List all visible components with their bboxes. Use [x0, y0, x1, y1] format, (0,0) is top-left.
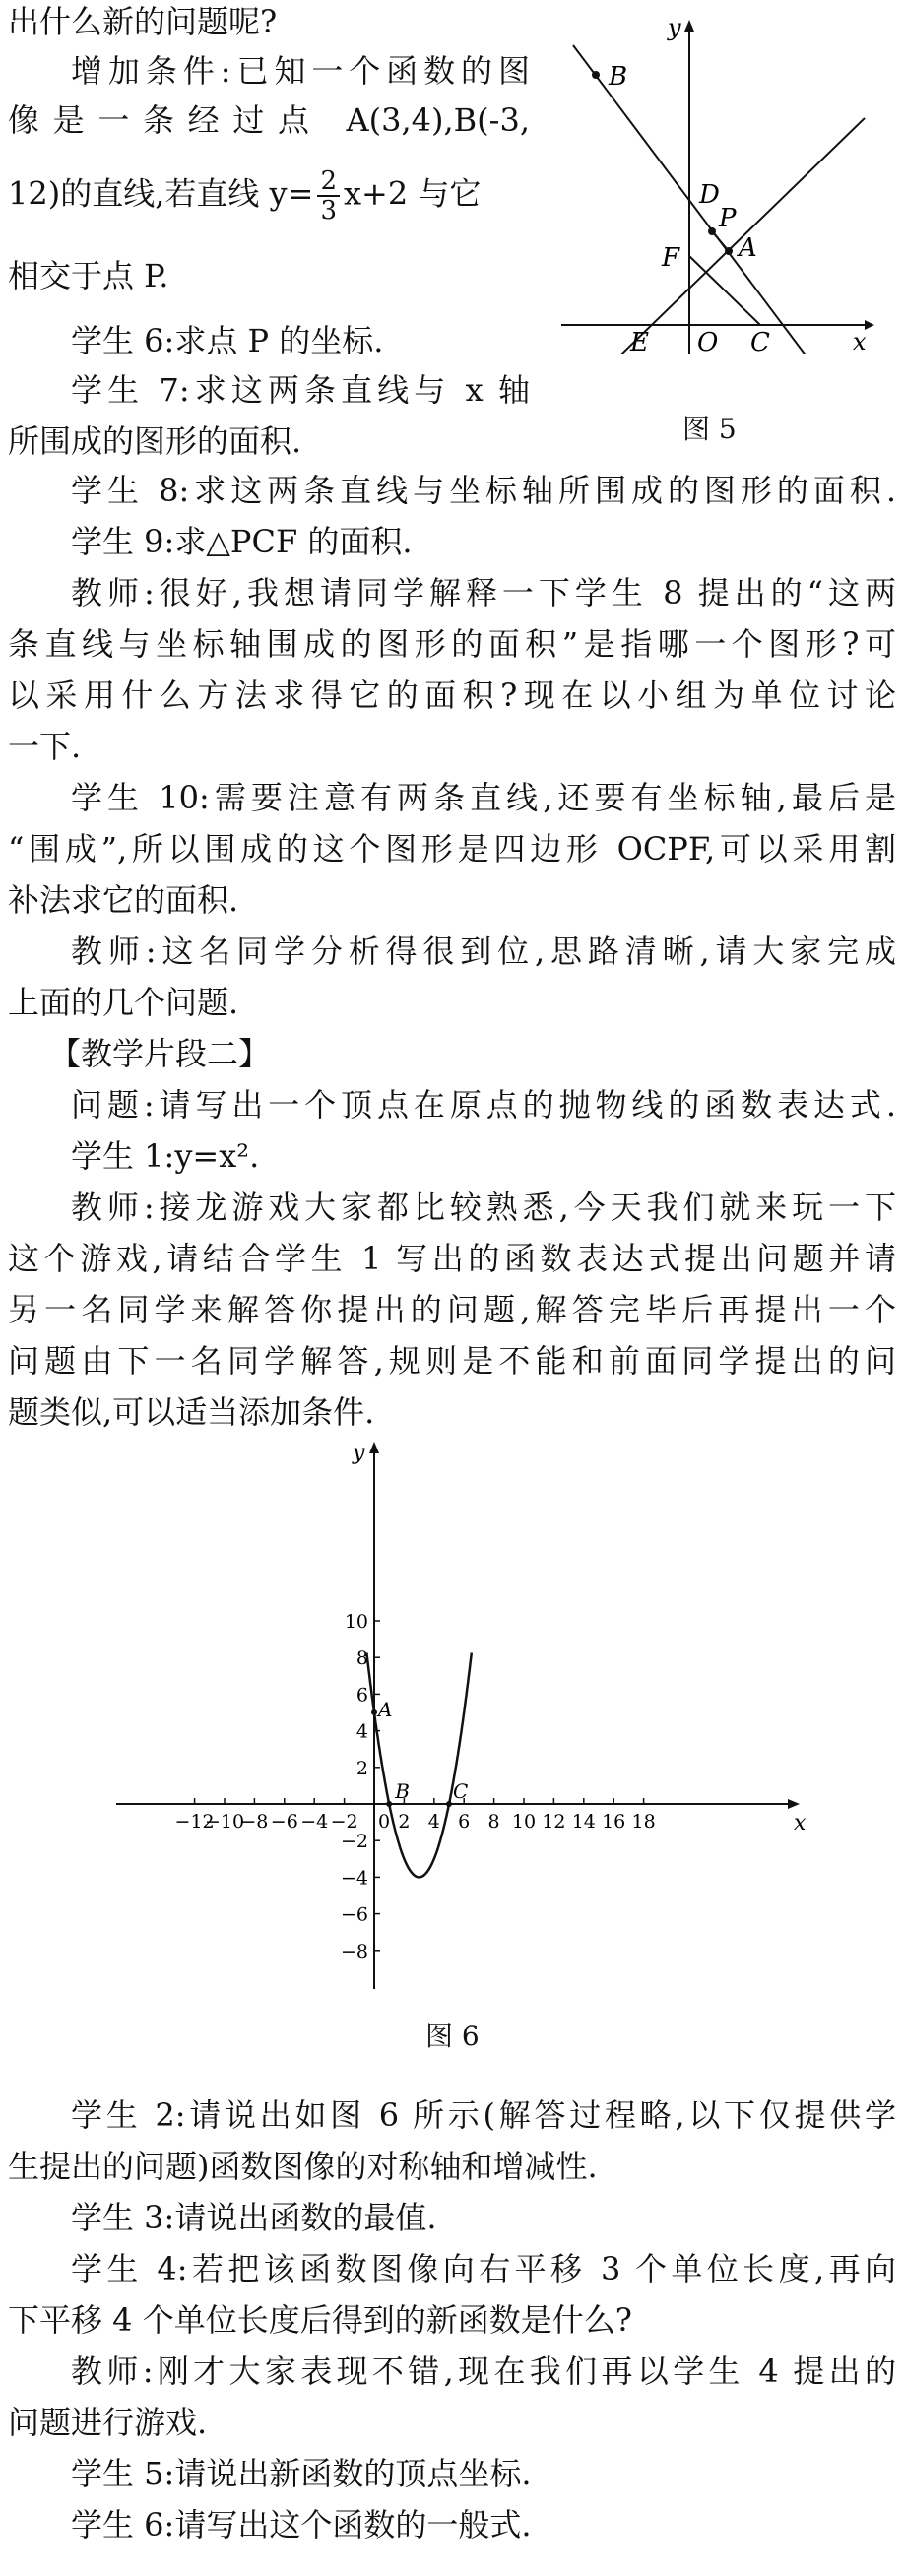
fig6-x-tick-label: 12 [542, 1811, 566, 1833]
text-line: 问题:请写出一个顶点在原点的抛物线的函数表达式. [71, 1086, 896, 1124]
fig6-y-tick-label: 10 [344, 1611, 368, 1633]
fig5-label-f: F [662, 243, 680, 273]
fig6-x-tick-label: 4 [427, 1811, 440, 1833]
text-line: 学生 6:请写出这个函数的一般式. [71, 2506, 532, 2544]
fig6-x-tick-label: 10 [511, 1811, 537, 1833]
text-line: 问题由下一名同学解答,规则是不能和前面同学提出的问 [8, 1342, 896, 1380]
text-line: 学生 8:求这两条直线与坐标轴所围成的图形的面积. [71, 472, 896, 509]
fig5-label-d: D [699, 180, 720, 210]
fig5-point-p [708, 227, 716, 235]
text-line: “围成”,所以围成的这个图形是四边形 OCPF,可以采用割 [8, 830, 896, 868]
text-line: 学生 1:y=x². [71, 1137, 260, 1175]
text-line: 学生 3:请说出函数的最值. [71, 2199, 437, 2236]
fig6-x-tick-label: 0 [377, 1811, 391, 1833]
fig6-x-tick-label: −2 [330, 1811, 358, 1833]
eq-text-b: x+2 与它 [344, 174, 482, 213]
text-line: 一下. [8, 728, 82, 765]
figure-6-caption: 图 6 [425, 2020, 480, 2052]
fig5-label-e: E [630, 328, 649, 354]
fig6-y-tick-label: 8 [355, 1647, 368, 1670]
fig6-y-tick-label: 4 [355, 1720, 368, 1743]
text-line: 这个游戏,请结合学生 1 写出的函数表达式提出问题并请 [8, 1240, 896, 1277]
fig6-y-label: y [353, 1441, 365, 1465]
text-line: 上面的几个问题. [8, 984, 239, 1021]
text-line: 像是一条经过点 A(3,4),B(-3, [8, 101, 530, 139]
fig5-label-c: C [750, 328, 770, 354]
fig5-label-x: x [853, 328, 867, 354]
section-heading: 【教学片段二】 [49, 1035, 271, 1072]
fraction [317, 167, 340, 225]
fraction-numerator: 2 [317, 167, 340, 197]
fig6-x-tick-label: −4 [300, 1811, 329, 1833]
fraction-denominator: 3 [320, 196, 337, 225]
fig6-y-tick-label: −6 [340, 1903, 368, 1926]
fig6-y-tick-label: −4 [340, 1867, 368, 1890]
fig6-point-b [386, 1801, 392, 1807]
text-line: 问题进行游戏. [8, 2404, 208, 2441]
text-line: 以采用什么方法求得它的面积?现在以小组为单位讨论 [8, 676, 896, 714]
fig6-point-label-a: A [378, 1698, 393, 1721]
fig6-x-tick-label: −10 [204, 1811, 245, 1833]
eq-text-a: 12)的直线,若直线 y= [8, 174, 314, 213]
figure-5 [551, 10, 876, 354]
fig5-label-a: A [739, 233, 757, 263]
text-line: 教师:刚才大家表现不错,现在我们再以学生 4 提出的 [71, 2352, 896, 2390]
fig5-line-ef [591, 118, 865, 354]
fig6-x-label: x [794, 1811, 807, 1835]
text-line: 题类似,可以适当添加条件. [8, 1393, 375, 1431]
text-line: 教师:接龙游戏大家都比较熟悉,今天我们就来玩一下 [71, 1189, 896, 1226]
fig6-point-a [371, 1709, 377, 1715]
text-line: 学生 9:求△PCF 的面积. [71, 523, 413, 560]
text-line-equation [8, 167, 481, 225]
fig5-point-a [725, 247, 733, 255]
fig6-x-tick-label: −8 [240, 1811, 269, 1833]
fig6-x-tick-label: 18 [631, 1811, 656, 1833]
text-line: 学生 10:需要注意有两条直线,还要有坐标轴,最后是 [71, 779, 896, 816]
text-line: 学生 7:求这两条直线与 x 轴 [71, 371, 530, 409]
text-line: 补法求它的面积. [8, 881, 239, 919]
fig5-y-arrow [684, 20, 694, 32]
fig5-point-b [592, 71, 600, 79]
fig6-point-label-b: B [395, 1779, 410, 1803]
fig6-x-tick-label: 6 [458, 1811, 471, 1833]
fig5-segment-fc [689, 256, 760, 325]
fig6-y-tick-label: 6 [355, 1684, 368, 1707]
fig6-point-label-c: C [453, 1779, 469, 1803]
text-line: 相交于点 P. [8, 257, 169, 294]
fig6-parabola [366, 1653, 471, 1878]
fig6-x-tick-label: 2 [398, 1811, 411, 1833]
fig6-point-c [446, 1801, 452, 1807]
text-line: 条直线与坐标轴围成的图形的面积”是指哪一个图形?可 [8, 625, 896, 663]
fig5-label-b: B [609, 62, 628, 92]
fig6-y-tick-label: −2 [340, 1831, 368, 1853]
text-line: 学生 5:请说出新函数的顶点坐标. [71, 2455, 532, 2492]
fig6-y-tick-label: −8 [340, 1940, 368, 1963]
figure-5-caption: 图 5 [682, 413, 737, 445]
fig5-label-p: P [719, 204, 737, 233]
text-line: 另一名同学来解答你提出的问题,解答完毕后再提出一个 [8, 1291, 896, 1328]
fig6-y-arrow [369, 1442, 379, 1453]
fig6-x-tick-label: −6 [270, 1811, 298, 1833]
text-line: 学生 4:若把该函数图像向右平移 3 个单位长度,再向 [71, 2250, 896, 2287]
text-line: 学生 6:求点 P 的坐标. [71, 322, 384, 359]
fig5-label-o: O [697, 328, 719, 354]
fig6-x-tick-label: 16 [602, 1811, 626, 1833]
text-line: 学生 2:请说出如图 6 所示(解答过程略,以下仅提供学 [71, 2096, 896, 2134]
text-line: 教师:这名同学分析得很到位,思路清晰,请大家完成 [71, 933, 896, 970]
figure-6 [98, 1438, 807, 2009]
text-line: 所围成的图形的面积. [8, 422, 302, 460]
fig6-y-tick-label: 2 [355, 1757, 368, 1779]
fig5-label-y: y [668, 14, 681, 41]
fig6-x-tick-label: 14 [571, 1811, 596, 1833]
text-line: 下平移 4 个单位长度后得到的新函数是什么? [8, 2301, 632, 2339]
fig6-x-arrow [788, 1799, 800, 1809]
text-line: 教师:很好,我想请同学解释一下学生 8 提出的“这两 [71, 574, 896, 612]
fig6-x-tick-label: 8 [487, 1811, 500, 1833]
text-line: 生提出的问题)函数图像的对称轴和增减性. [8, 2148, 598, 2185]
fig6-x-tick-label: −12 [174, 1811, 215, 1833]
text-line: 增加条件:已知一个函数的图 [71, 52, 530, 90]
text-line: 出什么新的问题呢? [8, 3, 278, 40]
